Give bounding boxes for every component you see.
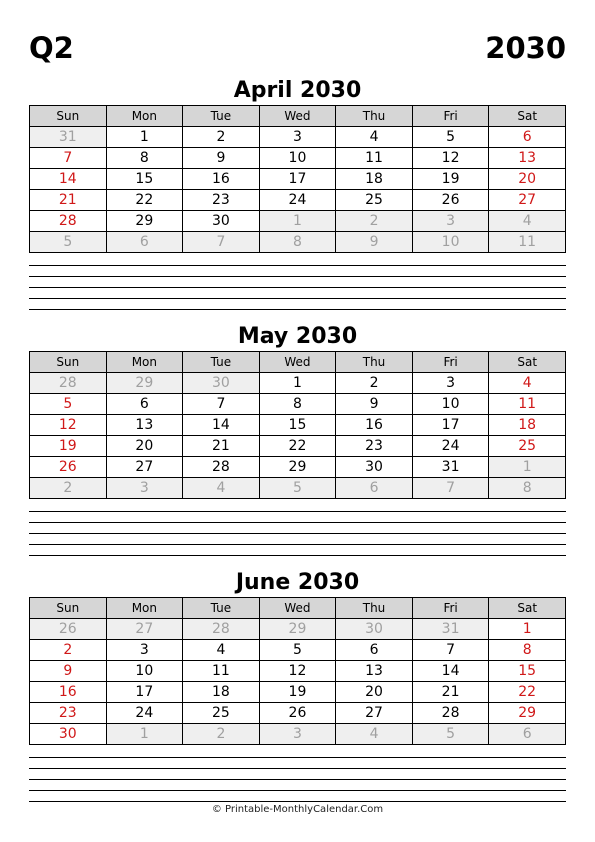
day-cell: 3 <box>412 373 489 394</box>
week-row <box>30 148 566 169</box>
day-cell: 27 <box>489 190 566 211</box>
note-line <box>29 757 566 758</box>
day-cell: 7 <box>412 640 489 661</box>
week-row <box>30 127 566 148</box>
day-cell: 15 <box>259 415 336 436</box>
day-cell: 16 <box>183 169 260 190</box>
day-cell: 26 <box>259 703 336 724</box>
day-cell: 21 <box>183 436 260 457</box>
day-cell: 21 <box>412 682 489 703</box>
day-cell-other-month: 4 <box>183 478 260 499</box>
day-cell: 5 <box>412 127 489 148</box>
month-block <box>29 77 566 320</box>
day-cell: 21 <box>30 190 107 211</box>
note-line <box>29 309 566 310</box>
day-cell-other-month: 8 <box>489 478 566 499</box>
day-cell: 8 <box>106 148 183 169</box>
day-cell: 18 <box>183 682 260 703</box>
day-cell: 31 <box>412 457 489 478</box>
day-cell-other-month: 7 <box>412 478 489 499</box>
day-cell-other-month: 4 <box>336 724 413 745</box>
day-cell-other-month: 28 <box>183 619 260 640</box>
month-title: June 2030 <box>235 570 360 595</box>
day-cell: 15 <box>489 661 566 682</box>
week-row <box>30 640 566 661</box>
day-cell: 2 <box>336 373 413 394</box>
note-line <box>29 298 566 299</box>
day-cell: 7 <box>183 394 260 415</box>
day-cell: 29 <box>259 457 336 478</box>
day-cell: 13 <box>489 148 566 169</box>
day-cell: 8 <box>489 640 566 661</box>
day-cell-other-month: 1 <box>106 724 183 745</box>
day-cell: 12 <box>412 148 489 169</box>
day-cell: 1 <box>106 127 183 148</box>
day-cell: 13 <box>336 661 413 682</box>
week-row <box>30 232 566 253</box>
weekday-header-row <box>30 106 566 127</box>
day-cell: 8 <box>259 394 336 415</box>
week-row <box>30 619 566 640</box>
day-cell: 12 <box>259 661 336 682</box>
week-row <box>30 415 566 436</box>
day-cell: 9 <box>30 661 107 682</box>
weekday-header: Thu <box>336 352 413 373</box>
day-cell-other-month: 28 <box>30 373 107 394</box>
note-line <box>29 555 566 556</box>
month-title: April 2030 <box>233 78 362 103</box>
day-cell: 6 <box>336 640 413 661</box>
day-cell: 5 <box>259 640 336 661</box>
month-grid <box>29 351 566 499</box>
day-cell: 20 <box>489 169 566 190</box>
day-cell-other-month: 7 <box>183 232 260 253</box>
day-cell: 30 <box>30 724 107 745</box>
day-cell-other-month: 5 <box>412 724 489 745</box>
day-cell-other-month: 27 <box>106 619 183 640</box>
day-cell-other-month: 5 <box>30 232 107 253</box>
weekday-header-row <box>30 352 566 373</box>
week-row <box>30 661 566 682</box>
day-cell: 30 <box>336 457 413 478</box>
day-cell-other-month: 30 <box>336 619 413 640</box>
quarter-label: Q2 <box>29 31 74 65</box>
day-cell: 22 <box>106 190 183 211</box>
note-line <box>29 265 566 266</box>
week-row <box>30 457 566 478</box>
day-cell: 6 <box>489 127 566 148</box>
day-cell: 23 <box>336 436 413 457</box>
day-cell: 18 <box>336 169 413 190</box>
weekday-header: Fri <box>412 106 489 127</box>
day-cell: 19 <box>412 169 489 190</box>
day-cell: 17 <box>412 415 489 436</box>
day-cell: 10 <box>259 148 336 169</box>
note-line <box>29 779 566 780</box>
month-block <box>29 569 566 812</box>
day-cell: 25 <box>336 190 413 211</box>
notes-lines <box>29 757 566 802</box>
day-cell: 25 <box>183 703 260 724</box>
weekday-header: Sun <box>30 106 107 127</box>
week-row <box>30 373 566 394</box>
weekday-header: Mon <box>106 106 183 127</box>
day-cell-other-month: 3 <box>106 478 183 499</box>
day-cell: 20 <box>106 436 183 457</box>
day-cell: 28 <box>30 211 107 232</box>
day-cell: 28 <box>412 703 489 724</box>
day-cell-other-month: 29 <box>106 373 183 394</box>
week-row <box>30 703 566 724</box>
day-cell-other-month: 3 <box>412 211 489 232</box>
day-cell-other-month: 9 <box>336 232 413 253</box>
day-cell: 14 <box>183 415 260 436</box>
day-cell: 17 <box>106 682 183 703</box>
month-title: May 2030 <box>237 324 358 349</box>
day-cell: 1 <box>259 373 336 394</box>
day-cell-other-month: 2 <box>336 211 413 232</box>
day-cell: 22 <box>489 682 566 703</box>
day-cell-other-month: 6 <box>489 724 566 745</box>
day-cell: 17 <box>259 169 336 190</box>
weekday-header: Wed <box>259 352 336 373</box>
day-cell: 3 <box>106 640 183 661</box>
day-cell: 24 <box>106 703 183 724</box>
day-cell: 10 <box>412 394 489 415</box>
note-line <box>29 790 566 791</box>
day-cell: 19 <box>259 682 336 703</box>
day-cell: 20 <box>336 682 413 703</box>
day-cell: 26 <box>412 190 489 211</box>
day-cell: 26 <box>30 457 107 478</box>
note-line <box>29 287 566 288</box>
day-cell: 23 <box>30 703 107 724</box>
day-cell: 13 <box>106 415 183 436</box>
day-cell-other-month: 1 <box>489 457 566 478</box>
day-cell: 2 <box>183 127 260 148</box>
day-cell: 10 <box>106 661 183 682</box>
day-cell: 30 <box>183 211 260 232</box>
weekday-header: Sun <box>30 352 107 373</box>
day-cell-other-month: 10 <box>412 232 489 253</box>
weekday-header: Mon <box>106 352 183 373</box>
weekday-header: Fri <box>412 352 489 373</box>
day-cell: 25 <box>489 436 566 457</box>
day-cell-other-month: 2 <box>183 724 260 745</box>
month-block <box>29 323 566 566</box>
note-line <box>29 533 566 534</box>
day-cell: 7 <box>30 148 107 169</box>
day-cell: 29 <box>106 211 183 232</box>
weekday-header: Wed <box>259 106 336 127</box>
year-label: 2030 <box>485 31 566 65</box>
day-cell: 3 <box>259 127 336 148</box>
weekday-header: Fri <box>412 598 489 619</box>
weekday-header: Wed <box>259 598 336 619</box>
day-cell: 27 <box>106 457 183 478</box>
weekday-header: Sat <box>489 598 566 619</box>
weekday-header: Sat <box>489 352 566 373</box>
note-line <box>29 276 566 277</box>
note-line <box>29 801 566 802</box>
day-cell: 16 <box>30 682 107 703</box>
day-cell-other-month: 11 <box>489 232 566 253</box>
weekday-header: Mon <box>106 598 183 619</box>
day-cell: 2 <box>30 640 107 661</box>
day-cell: 24 <box>412 436 489 457</box>
day-cell-other-month: 30 <box>183 373 260 394</box>
day-cell: 12 <box>30 415 107 436</box>
day-cell: 6 <box>106 394 183 415</box>
weekday-header: Sun <box>30 598 107 619</box>
week-row <box>30 436 566 457</box>
day-cell: 28 <box>183 457 260 478</box>
week-row <box>30 211 566 232</box>
month-grid <box>29 597 566 745</box>
day-cell: 14 <box>412 661 489 682</box>
day-cell: 18 <box>489 415 566 436</box>
weekday-header: Thu <box>336 598 413 619</box>
day-cell: 16 <box>336 415 413 436</box>
weekday-header: Tue <box>183 106 260 127</box>
day-cell-other-month: 29 <box>259 619 336 640</box>
day-cell: 11 <box>183 661 260 682</box>
day-cell-other-month: 6 <box>106 232 183 253</box>
day-cell-other-month: 3 <box>259 724 336 745</box>
month-grid <box>29 105 566 253</box>
weekday-header-row <box>30 598 566 619</box>
day-cell: 9 <box>336 394 413 415</box>
weekday-header: Sat <box>489 106 566 127</box>
notes-lines <box>29 511 566 556</box>
day-cell: 1 <box>489 619 566 640</box>
day-cell-other-month: 1 <box>259 211 336 232</box>
day-cell: 24 <box>259 190 336 211</box>
weekday-header: Thu <box>336 106 413 127</box>
day-cell: 19 <box>30 436 107 457</box>
weekday-header: Tue <box>183 352 260 373</box>
week-row <box>30 478 566 499</box>
week-row <box>30 169 566 190</box>
day-cell-other-month: 26 <box>30 619 107 640</box>
day-cell: 14 <box>30 169 107 190</box>
day-cell-other-month: 2 <box>30 478 107 499</box>
day-cell: 29 <box>489 703 566 724</box>
week-row <box>30 682 566 703</box>
day-cell: 4 <box>489 373 566 394</box>
day-cell: 22 <box>259 436 336 457</box>
day-cell: 11 <box>489 394 566 415</box>
day-cell-other-month: 5 <box>259 478 336 499</box>
day-cell-other-month: 6 <box>336 478 413 499</box>
day-cell: 23 <box>183 190 260 211</box>
day-cell: 15 <box>106 169 183 190</box>
note-line <box>29 768 566 769</box>
note-line <box>29 544 566 545</box>
weekday-header: Tue <box>183 598 260 619</box>
day-cell-other-month: 31 <box>30 127 107 148</box>
day-cell-other-month: 8 <box>259 232 336 253</box>
footer-credit: © Printable-MonthlyCalendar.Com <box>211 804 384 815</box>
day-cell-other-month: 31 <box>412 619 489 640</box>
week-row <box>30 190 566 211</box>
day-cell: 4 <box>336 127 413 148</box>
day-cell: 9 <box>183 148 260 169</box>
day-cell: 27 <box>336 703 413 724</box>
day-cell-other-month: 4 <box>489 211 566 232</box>
day-cell: 5 <box>30 394 107 415</box>
note-line <box>29 522 566 523</box>
day-cell: 4 <box>183 640 260 661</box>
week-row <box>30 394 566 415</box>
notes-lines <box>29 265 566 310</box>
week-row <box>30 724 566 745</box>
note-line <box>29 511 566 512</box>
day-cell: 11 <box>336 148 413 169</box>
